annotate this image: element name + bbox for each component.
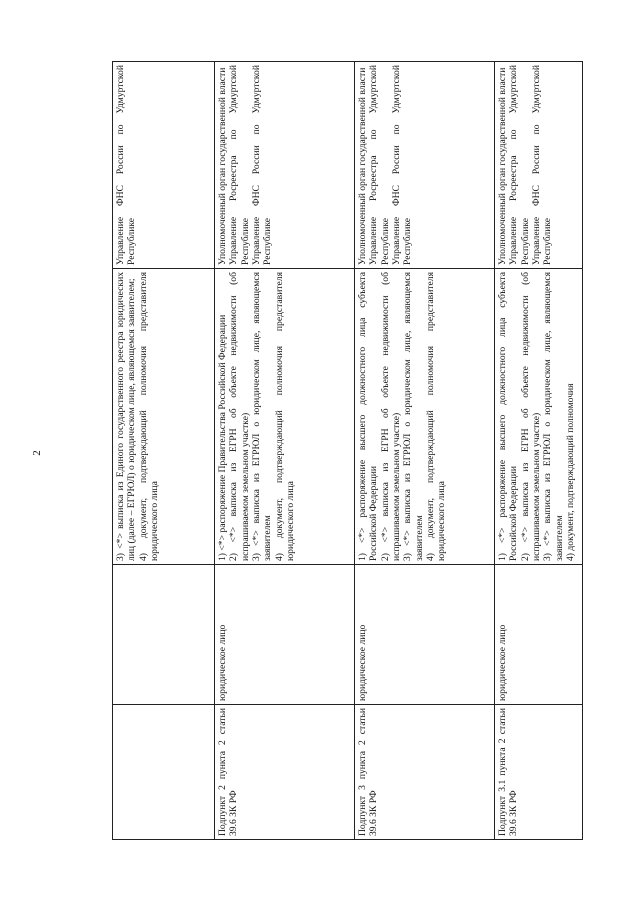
authority-item: Управление ФНС России по Удмуртской Республике [115,65,138,265]
authorities-cell [355,62,495,269]
authorities-cell [113,62,215,269]
basis-cell: Подпункт 2 пункта 2 статьи 39.6 ЗК РФ [215,705,355,840]
authority-item: Уполномоченный орган государственной власти [357,67,368,265]
document-item: 1) <*> распоряжение высшего должностного лица субъекта Российской Федерации [497,272,520,561]
table-row [355,62,495,840]
document-item: 1) <*> распоряжение высшего должностного лица субъекта Российской Федерации [357,272,380,561]
rotated-table-area [112,62,582,840]
document-item: 4) документ, подтверждающий полномочия представителя юридического лица [424,272,448,561]
table-row [113,62,215,840]
document-item: 4) документ, подтверждающий полномочия [564,383,576,561]
authority-item: Уполномоченный орган государственной власти [217,67,228,265]
basis-cell [113,705,215,840]
authority-item: Уполномоченный орган государственной власти [497,67,508,265]
document-item: 3) <*> выписка из ЕГРЮЛ о юридическом лице, являющемся заявителем [542,272,565,561]
authority-item: Управление Росреестра по Удмуртской Республике [508,65,531,265]
document-item: 4) документ, подтверждающий полномочия представителя юридического лица [273,272,296,561]
applicant-cell: юридическое лицо [495,565,583,705]
applicant-cell: юридическое лицо [355,565,495,705]
document-item: 2) <*> выписка из ЕГРН об объекте недвижимости (об испрашиваемом земельном участке) [519,272,542,561]
basis-cell: Подпункт 3.1 пункта 2 статьи 39.6 ЗК РФ [495,705,583,840]
table-row [495,62,583,840]
document-item: 1) <*> распоряжение Правительства Российской Федерации [217,314,228,561]
document-item: 3) <*> выписка из Единого государственного реестра юридических лиц (далее – ЕГРЮЛ) о юридическом лице, являющемся заявителем; [115,272,138,561]
authority-item: Управление Росреестра по Удмуртской Республике [228,65,251,265]
authority-item: Управление ФНС России по Удмуртской Республике [390,65,414,265]
basis-cell: Подпункт 3 пункта 2 статьи 39.6 ЗК РФ [355,705,495,840]
authorities-cell [215,62,355,269]
documents-cell [355,269,495,565]
document-item: 4) документ, подтверждающий полномочия представителя юридического лица [137,272,160,561]
document-item: 2) <*> выписка из ЕГРН об объекте недвижимости (об испрашиваемом земельном участке) [379,272,402,561]
authorities-cell [495,62,583,269]
applicant-cell [113,565,215,705]
documents-cell [215,269,355,565]
authority-item: Управление Росреестра по Удмуртской Республике [368,65,391,265]
document-item: 2) <*> выписка из ЕГРН об объекте недвижимости (об испрашиваемом земельном участке) [228,272,251,561]
requirements-table [112,61,583,840]
table-row [215,62,355,840]
applicant-cell: юридическое лицо [215,565,355,705]
document-item: 3) <*> выписка из ЕГРЮЛ о юридическом лице, являющемся заявителем [250,272,274,561]
authority-item: Управление ФНС России по Удмуртской Республике [250,65,274,265]
document-item: 3) <*> выписка из ЕГРЮЛ о юридическом лице, являющемся заявителем [402,272,425,561]
authority-item: Управление ФНС России по Удмуртской Республике [530,65,554,265]
documents-cell [495,269,583,565]
documents-cell [113,269,215,565]
page-number: 2 [30,450,43,456]
